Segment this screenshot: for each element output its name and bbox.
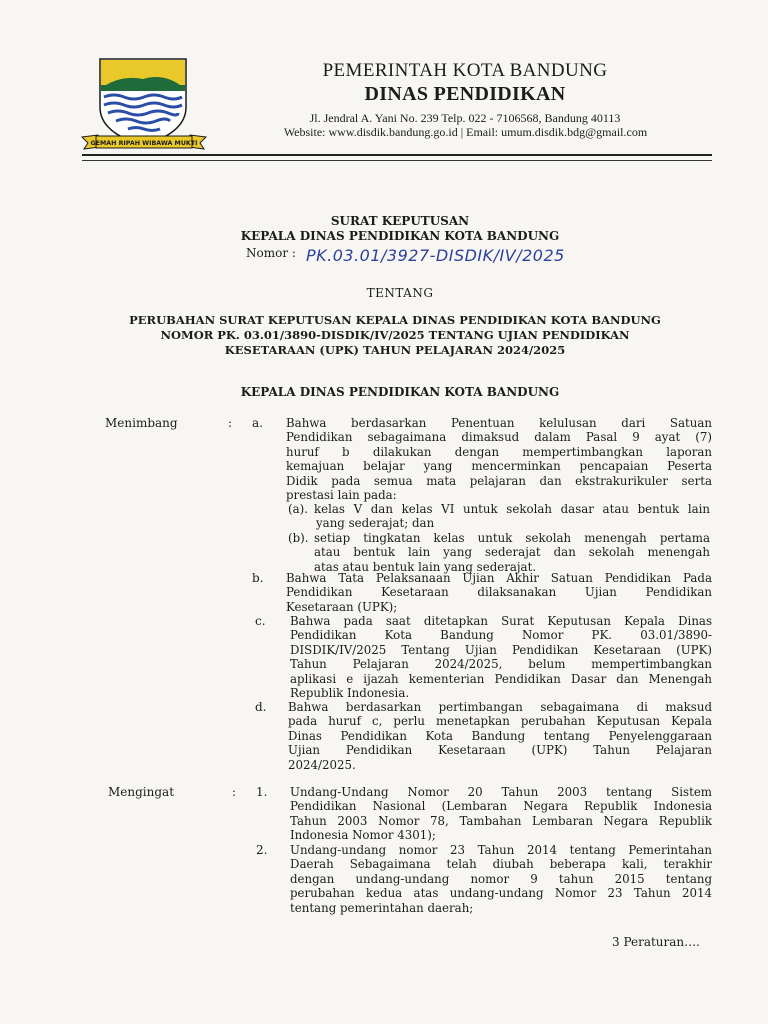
mengingat-item-2 bbox=[290, 843, 712, 915]
menimbang-marker-b: b. bbox=[252, 571, 264, 585]
menimbang-item-a bbox=[286, 416, 712, 502]
crest-motto: GEMAH RIPAH WIBAWA MUKTI bbox=[90, 140, 198, 147]
text-line: Pendidikan Kota Bandung Nomor PK. 03.01/3890- bbox=[290, 628, 712, 643]
issuer-title: KEPALA DINAS PENDIDIKAN KOTA BANDUNG bbox=[240, 385, 560, 399]
text-line: Daerah Sebagaimana telah diubah beberapa kali, terakhir bbox=[290, 857, 712, 872]
address-line: Jl. Jendral A. Yani No. 239 Telp. 022 - 7106568, Bandung 40113 bbox=[309, 111, 621, 125]
next-page-catchword: 3 Peraturan…. bbox=[612, 935, 700, 949]
letterhead-rule-thick bbox=[82, 154, 712, 156]
subject-line: NOMOR PK. 03.01/3890-DISDIK/IV/2025 TENTANG UJIAN PENDIDIKAN bbox=[160, 328, 630, 342]
government-name: PEMERINTAH KOTA BANDUNG bbox=[322, 60, 608, 81]
text-line: kemajuan belajar yang mencerminkan pencapaian Peserta bbox=[286, 459, 712, 474]
menimbang-marker-c: c. bbox=[255, 614, 266, 628]
mengingat-marker-2: 2. bbox=[256, 843, 268, 857]
menimbang-label: Menimbang bbox=[105, 416, 178, 430]
tentang-label: TENTANG bbox=[366, 286, 434, 300]
subject-line: KESETARAAN (UPK) TAHUN PELAJARAN 2024/2025 bbox=[224, 343, 566, 357]
menimbang-marker-a: a. bbox=[252, 416, 263, 430]
mengingat-item-1 bbox=[290, 785, 712, 843]
text-line: Undang-Undang Nomor 20 Tahun 2003 tentang Sistem bbox=[290, 785, 712, 799]
document-issuer: KEPALA DINAS PENDIDIKAN KOTA BANDUNG bbox=[240, 229, 560, 243]
text-line: aplikasi e ijazah kementerian Pendidikan Dasar dan Menengah bbox=[290, 671, 712, 686]
text-line: perubahan kedua atas undang-undang Nomor 23 Tahun 2014 bbox=[290, 886, 712, 901]
text-line: Pendidikan sebagaimana dimaksud dalam Pasal 9 ayat (7) bbox=[286, 430, 712, 445]
text-line: yang sederajat; dan bbox=[316, 516, 435, 531]
text-line: tentang pemerintahan daerah; bbox=[290, 900, 474, 915]
document-type: SURAT KEPUTUSAN bbox=[330, 214, 470, 228]
text-line: Pendidikan Kesetaraan dilaksanakan Ujian Pendidikan bbox=[286, 585, 712, 600]
text-line: Pendidikan Nasional (Lembaran Negara Republik Indonesia bbox=[290, 799, 712, 814]
text-line: pada huruf c, perlu menetapkan perubahan Keputusan Kepala bbox=[288, 714, 712, 729]
sub-marker-a: (a). bbox=[288, 502, 308, 516]
mengingat-colon: : bbox=[232, 785, 237, 799]
sub-marker-b: (b). bbox=[288, 531, 309, 545]
text-line: huruf b dilakukan dengan mempertimbangkan laporan bbox=[286, 444, 712, 459]
bandung-crest-logo bbox=[78, 55, 210, 155]
website-email-line: Website: www.disdik.bandung.go.id | Email: umum.disdik.bdg@gmail.com bbox=[283, 125, 648, 139]
nomor-label: Nomor : bbox=[246, 246, 296, 260]
text-line: Bahwa Tata Pelaksanaan Ujian Akhir Satuan Pendidikan Pada bbox=[286, 571, 712, 585]
menimbang-marker-d: d. bbox=[255, 700, 267, 714]
text-line: Indonesia Nomor 4301); bbox=[290, 828, 436, 843]
mengingat-label: Mengingat bbox=[108, 785, 175, 799]
text-line: Dinas Pendidikan Kota Bandung tentang Penyelenggaraan bbox=[288, 728, 712, 743]
menimbang-item-c bbox=[290, 614, 712, 700]
decree-subject bbox=[95, 313, 695, 358]
text-line: setiap tingkatan kelas untuk sekolah menengah pertama bbox=[314, 531, 710, 545]
text-line: Undang-undang nomor 23 Tahun 2014 tentang Pemerintahan bbox=[290, 843, 712, 857]
text-line: Ujian Pendidikan Kesetaraan (UPK) Tahun Pelajaran bbox=[288, 743, 712, 758]
text-line: Didik pada semua mata pelajaran dan ekstrakurikuler serta bbox=[286, 473, 712, 488]
menimbang-colon: : bbox=[228, 416, 233, 430]
text-line: dengan undang-undang nomor 9 tahun 2015 tentang bbox=[290, 871, 712, 886]
text-line: kelas V dan kelas VI untuk sekolah dasar atau bentuk lain bbox=[314, 502, 710, 516]
mengingat-marker-1: 1. bbox=[256, 785, 268, 799]
text-line: Kesetaraan (UPK); bbox=[286, 599, 398, 614]
text-line: Bahwa berdasarkan pertimbangan sebagaimana di maksud bbox=[288, 700, 712, 714]
text-line: atau bentuk lain yang sederajat dan sekolah menengah bbox=[314, 545, 710, 560]
menimbang-item-d bbox=[288, 700, 712, 772]
menimbang-subitem-b bbox=[314, 531, 710, 574]
text-line: prestasi lain pada: bbox=[286, 488, 397, 503]
subject-line: PERUBAHAN SURAT KEPUTUSAN KEPALA DINAS PENDIDIKAN KOTA BANDUNG bbox=[129, 313, 661, 327]
department-name: DINAS PENDIDIKAN bbox=[364, 83, 566, 105]
text-line: Tahun 2003 Nomor 78, Tambahan Lembaran Negara Republik bbox=[290, 813, 712, 828]
nomor-handwritten-value: PK.03.01/3927-DISDIK/IV/2025 bbox=[306, 246, 565, 265]
text-line: DISDIK/IV/2025 Tentang Ujian Pendidikan Kesetaraan (UPK) bbox=[290, 642, 712, 657]
text-line: Republik Indonesia. bbox=[290, 686, 410, 701]
text-line: 2024/2025. bbox=[288, 757, 356, 772]
text-line: Bahwa pada saat ditetapkan Surat Keputusan Kepala Dinas bbox=[290, 614, 712, 628]
text-line: Bahwa berdasarkan Penentuan kelulusan dari Satuan bbox=[286, 416, 712, 430]
letterhead-rule-thin bbox=[82, 160, 712, 161]
menimbang-item-b bbox=[286, 571, 712, 614]
text-line: atas atau bentuk lain yang sederajat. bbox=[314, 559, 537, 574]
text-line: Tahun Pelajaran 2024/2025, belum mempertimbangkan bbox=[290, 657, 712, 672]
menimbang-subitem-a bbox=[314, 502, 710, 531]
